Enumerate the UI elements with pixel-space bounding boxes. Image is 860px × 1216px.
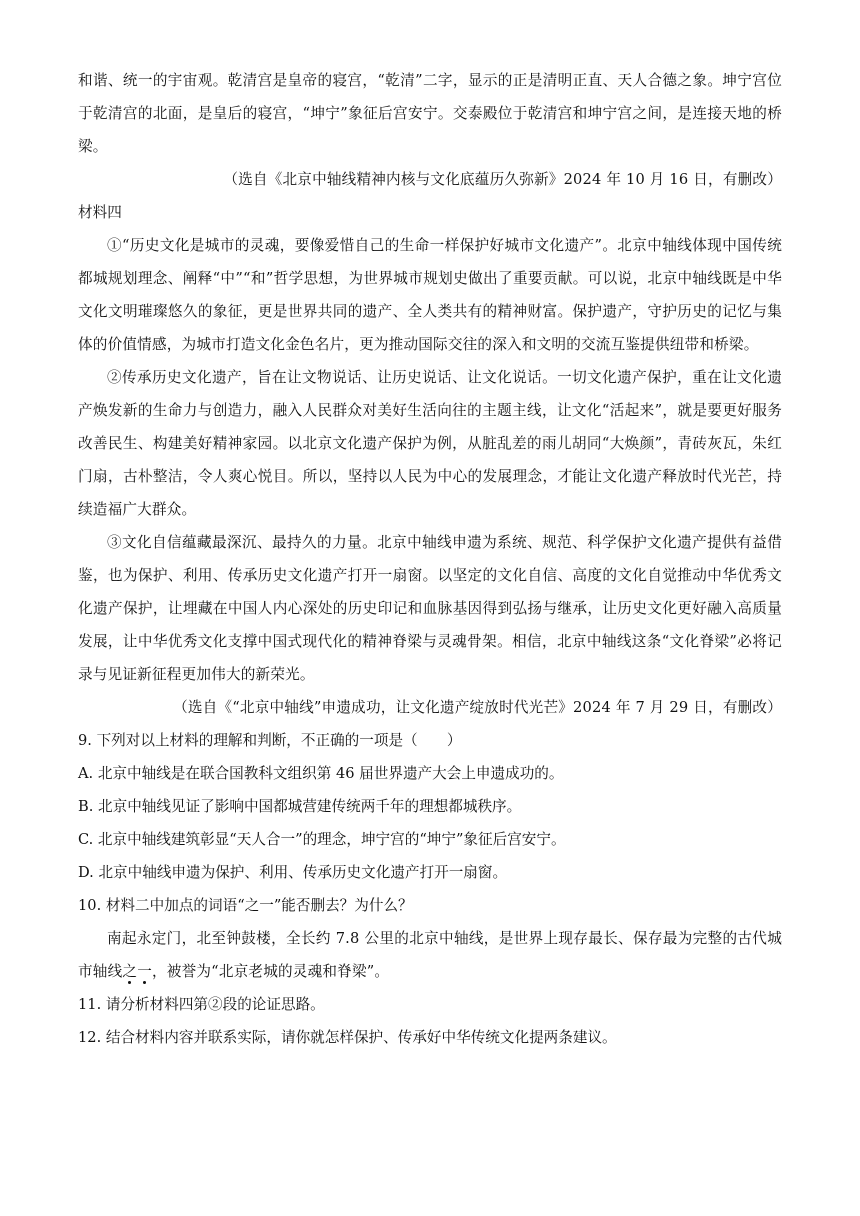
question-10-stem: 10. 材料二中加点的词语“之一”能否删去？为什么？ <box>78 897 413 914</box>
question-11-stem: 11. 请分析材料四第②段的论证思路。 <box>78 996 325 1013</box>
material4-paragraph-2: ②传承历史文化遗产，旨在让文物说话、让历史说话、让文化说话。一切文化遗产保护，重在让文化遗产焕发新的生命力与创造力，融入人民群众对美好生活向往的主题主线，让文化“活起来”，就是要更好服务改善民生、构建美好精神家园。以北京文化遗产保护为例，从脏乱差的雨儿胡同“大焕颜”，青砖灰瓦，朱红门扇，古朴整洁，令人爽心悦目。所以，坚持以人民为中心的发展理念，才能让文化遗产释放时代光芒，持续造福广大群众。 <box>78 369 782 518</box>
question-9-option-c: C. 北京中轴线建筑彰显“天人合一”的理念，坤宁宫的“坤宁”象征后宫安宁。 <box>78 831 566 848</box>
question-10-quote <box>78 922 782 988</box>
question-9-option-b: B. 北京中轴线见证了影响中国都城营建传统两千年的理想都城秩序。 <box>78 798 522 815</box>
material3-tail-paragraph: 和谐、统一的宇宙观。乾清宫是皇帝的寝宫，“乾清”二字，显示的正是清明正直、天人合德之象。坤宁宫位于乾清宫的北面，是皇后的寝宫，“坤宁”象征后宫安宁。交泰殿位于乾清宫和坤宁宫之间，是连接天地的桥梁。 <box>78 72 782 155</box>
material4-heading: 材料四 <box>78 204 122 221</box>
question-10-quote-after: ，被誉为“北京老城的灵魂和脊梁”。 <box>151 963 390 980</box>
material3-source: （选自《北京中轴线精神内核与文化底蕴历久弥新》2024 年 10 月 16 日，有删改） <box>223 171 782 188</box>
material4-paragraph-1: ①“历史文化是城市的灵魂，要像爱惜自己的生命一样保护好城市文化遗产”。北京中轴线体现中国传统都城规划理念、阐释“中”“和”哲学思想，为世界城市规划史做出了重要贡献。可以说，北京中轴线既是中华文化文明璀璨悠久的象征，更是世界共同的遗产、全人类共有的精神财富。保护遗产，守护历史的记忆与集体的价值情感，为城市打造文化金色名片，更为推动国际交往的深入和文明的交流互鉴提供纽带和桥梁。 <box>78 237 782 353</box>
question-9-option-d: D. 北京中轴线申遗为保护、利用、传承历史文化遗产打开一扇窗。 <box>78 864 508 881</box>
material4-paragraph-3: ③文化自信蕴藏最深沉、最持久的力量。北京中轴线申遗为系统、规范、科学保护文化遗产提供有益借鉴，也为保护、利用、传承历史文化遗产打开一扇窗。以坚定的文化自信、高度的文化自觉推动中华优秀文化遗产保护，让埋藏在中国人内心深处的历史印记和血脉基因得到弘扬与继承，让历史文化更好融入高质量发展，让中华优秀文化支撑中国式现代化的精神脊梁与灵魂骨架。相信，北京中轴线这条“文化脊梁”必将记录与见证新征程更加伟大的新荣光。 <box>78 534 782 683</box>
question-12-stem: 12. 结合材料内容并联系实际，请你就怎样保护、传承好中华传统文化提两条建议。 <box>78 1029 617 1046</box>
question-9-stem: 9. 下列对以上材料的理解和判断，不正确的一项是（ ） <box>78 732 462 749</box>
question-10-quote-before: 南起永定门，北至钟鼓楼，全长约 7.8 公里的北京中轴线，是世界上现存最长、保存最为完整的古代城市轴线 <box>78 930 782 980</box>
material4-source: （选自《“北京中轴线”申遗成功，让文化遗产绽放时代光芒》2024 年 7 月 29 日，有删改） <box>173 699 782 716</box>
dotted-char: 之 <box>122 963 138 980</box>
question-9-option-a: A. 北京中轴线是在联合国教科文组织第 46 届世界遗产大会上申遗成功的。 <box>78 765 564 782</box>
question-10-dotted-word <box>122 963 152 980</box>
dotted-char: 一 <box>137 963 152 980</box>
page-content <box>78 64 782 1054</box>
